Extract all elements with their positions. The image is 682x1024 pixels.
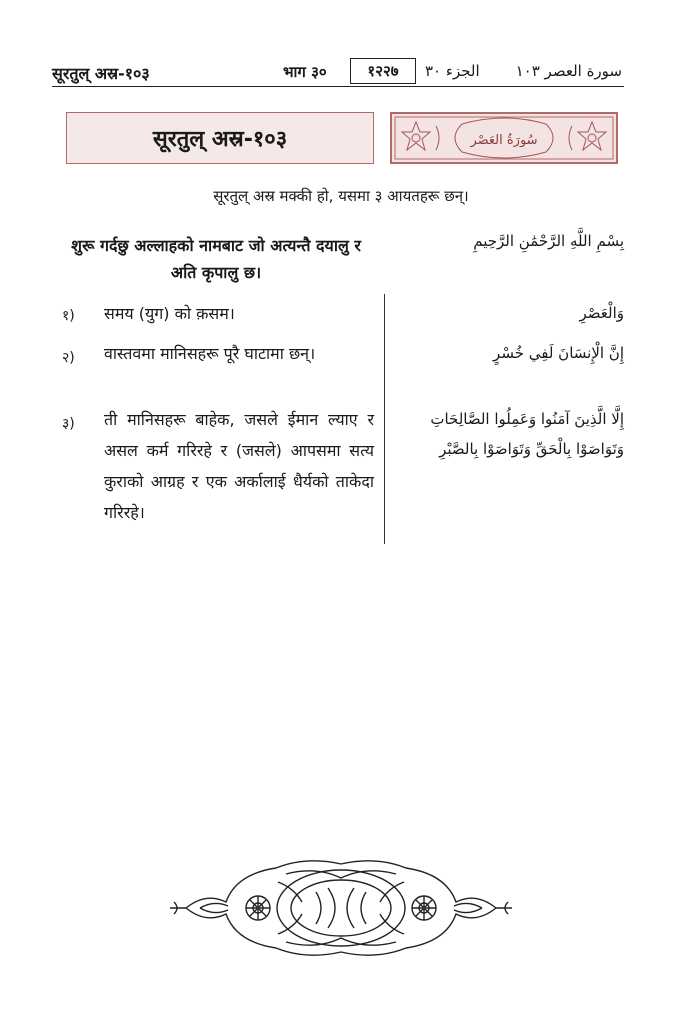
bismillah-nepali: शुरू गर्दछु अल्लाहको नामबाट जो अत्यन्तै दयालु र अति कृपालु छ। [71, 236, 361, 282]
verse-number: १) [62, 308, 75, 324]
arabic-title-ornament [390, 112, 618, 164]
header-surah-name: सूरतुल् अस्र-१०३ [52, 64, 150, 83]
verse-arabic: إِنَّ الْإِنسَانَ لَفِي خُسْرٍ [493, 344, 624, 362]
surah-intro: सूरतुल् अस्र मक्की हो, यसमा ३ आयतहरू छन्। [213, 187, 469, 205]
header-juz-arabic: الجزء ٣٠ [425, 62, 480, 80]
verse-text: वास्तवमा मानिसहरू पूरै घाटामा छन्। [104, 344, 316, 363]
header-part-label: भाग ३० [283, 63, 327, 81]
verse-number: ३) [62, 416, 75, 432]
decorative-ornament-icon [166, 852, 516, 964]
header-rule [52, 86, 624, 87]
surah-title: सूरतुल् अस्र-१०३ [152, 127, 288, 152]
bismillah-arabic: بِسْمِ اللَّهِ الرَّحْمَٰنِ الرَّحِيمِ [473, 232, 624, 250]
verse-text: ती मानिसहरू बाहेक, जसले ईमान ल्याए र असल कर्म गरिरहे र (जसले) आपसमा सत्य कुराको आग्रह र एक अर्कालाई धैर्यको ताकेदा गरिरहे। [104, 410, 374, 522]
column-divider [384, 294, 385, 544]
verse-arabic: إِلَّا الَّذِينَ آمَنُوا وَعَمِلُوا الصَّالِحَاتِ وَتَوَاصَوْا بِالْحَقِّ وَتَوَاصَوْا بِالصَّبْرِ [430, 410, 624, 458]
ornament-frame-icon [392, 114, 616, 162]
verse-text: समय (युग) को क़सम। [104, 304, 235, 323]
page-number: १२२७ [350, 58, 416, 84]
header-surah-arabic: سورة العصر ١٠٣ [515, 62, 622, 80]
surah-title-banner [66, 112, 374, 164]
arabic-surah-title: سُورَةُ العَصْر [470, 133, 538, 148]
verse-number: २) [62, 350, 75, 366]
verse-arabic: وَالْعَصْرِ [579, 304, 624, 322]
